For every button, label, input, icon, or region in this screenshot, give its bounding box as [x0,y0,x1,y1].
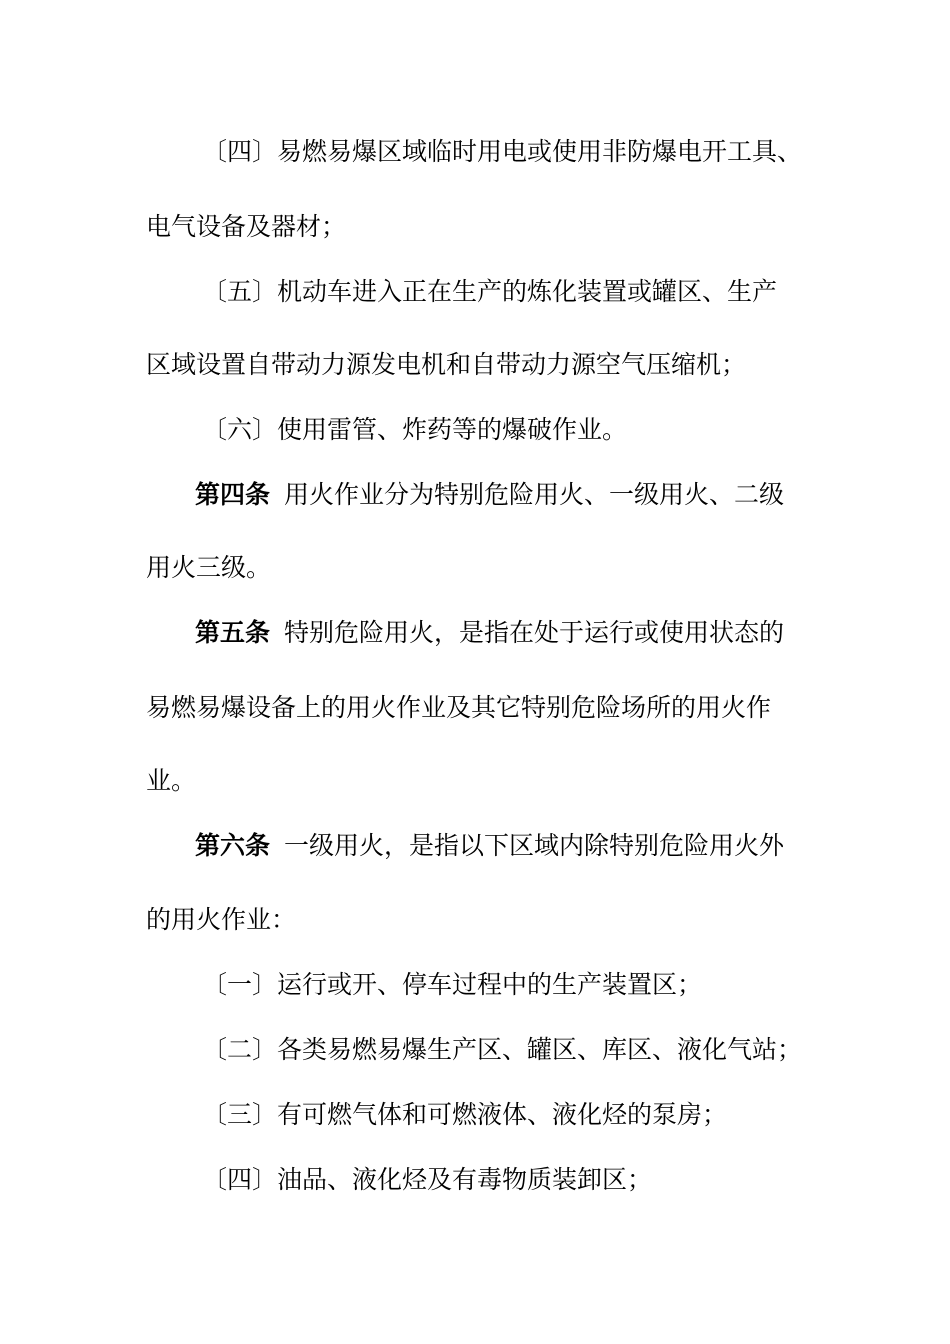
text: 易燃易爆设备上的用火作业及其它特别危险场所的用火作 [146,693,772,722]
paragraph-line [146,761,836,801]
text: 〔四〕易燃易爆区域临时用电或使用非防爆电开工具、 [202,137,803,166]
article-heading: 第四条 [195,480,271,509]
paragraph-line [146,132,892,172]
text: 〔三〕有可燃气体和可燃液体、液化烃的泵房； [202,1100,728,1129]
text: 电气设备及器材； [146,212,347,241]
article-heading: 第五条 [195,618,271,647]
text: 的用火作业： [146,905,297,934]
paragraph-line [146,345,836,385]
text: 一级用火，是指以下区域内除特别危险用火外 [284,831,785,860]
article-heading: 第六条 [195,831,271,860]
text: 〔二〕各类易燃易爆生产区、罐区、库区、液化气站； [202,1035,803,1064]
text: 特别危险用火，是指在处于运行或使用状态的 [284,618,785,647]
paragraph-line [146,688,836,728]
paragraph-line [146,1095,892,1135]
article-line [146,613,885,653]
text: 用火三级。 [146,553,272,582]
text: 业。 [146,766,197,795]
paragraph-line [146,272,892,312]
text: 区域设置自带动力源发电机和自带动力源空气压缩机； [146,350,747,379]
text: 用火作业分为特别危险用火、一级用火、二级 [284,480,785,509]
paragraph-line [146,1160,892,1200]
paragraph-line [146,548,836,588]
article-line [146,826,885,866]
paragraph-line [146,207,836,247]
text: 〔五〕机动车进入正在生产的炼化装置或罐区、生产 [202,277,778,306]
text: 〔六〕使用雷管、炸药等的爆破作业。 [202,415,628,444]
text: 〔四〕油品、液化烃及有毒物质装卸区； [202,1165,653,1194]
paragraph-line [146,1030,892,1070]
paragraph-line [146,965,892,1005]
text: 〔一〕运行或开、停车过程中的生产装置区； [202,970,703,999]
article-line [146,475,885,515]
paragraph-line [146,410,892,450]
paragraph-line [146,900,836,940]
